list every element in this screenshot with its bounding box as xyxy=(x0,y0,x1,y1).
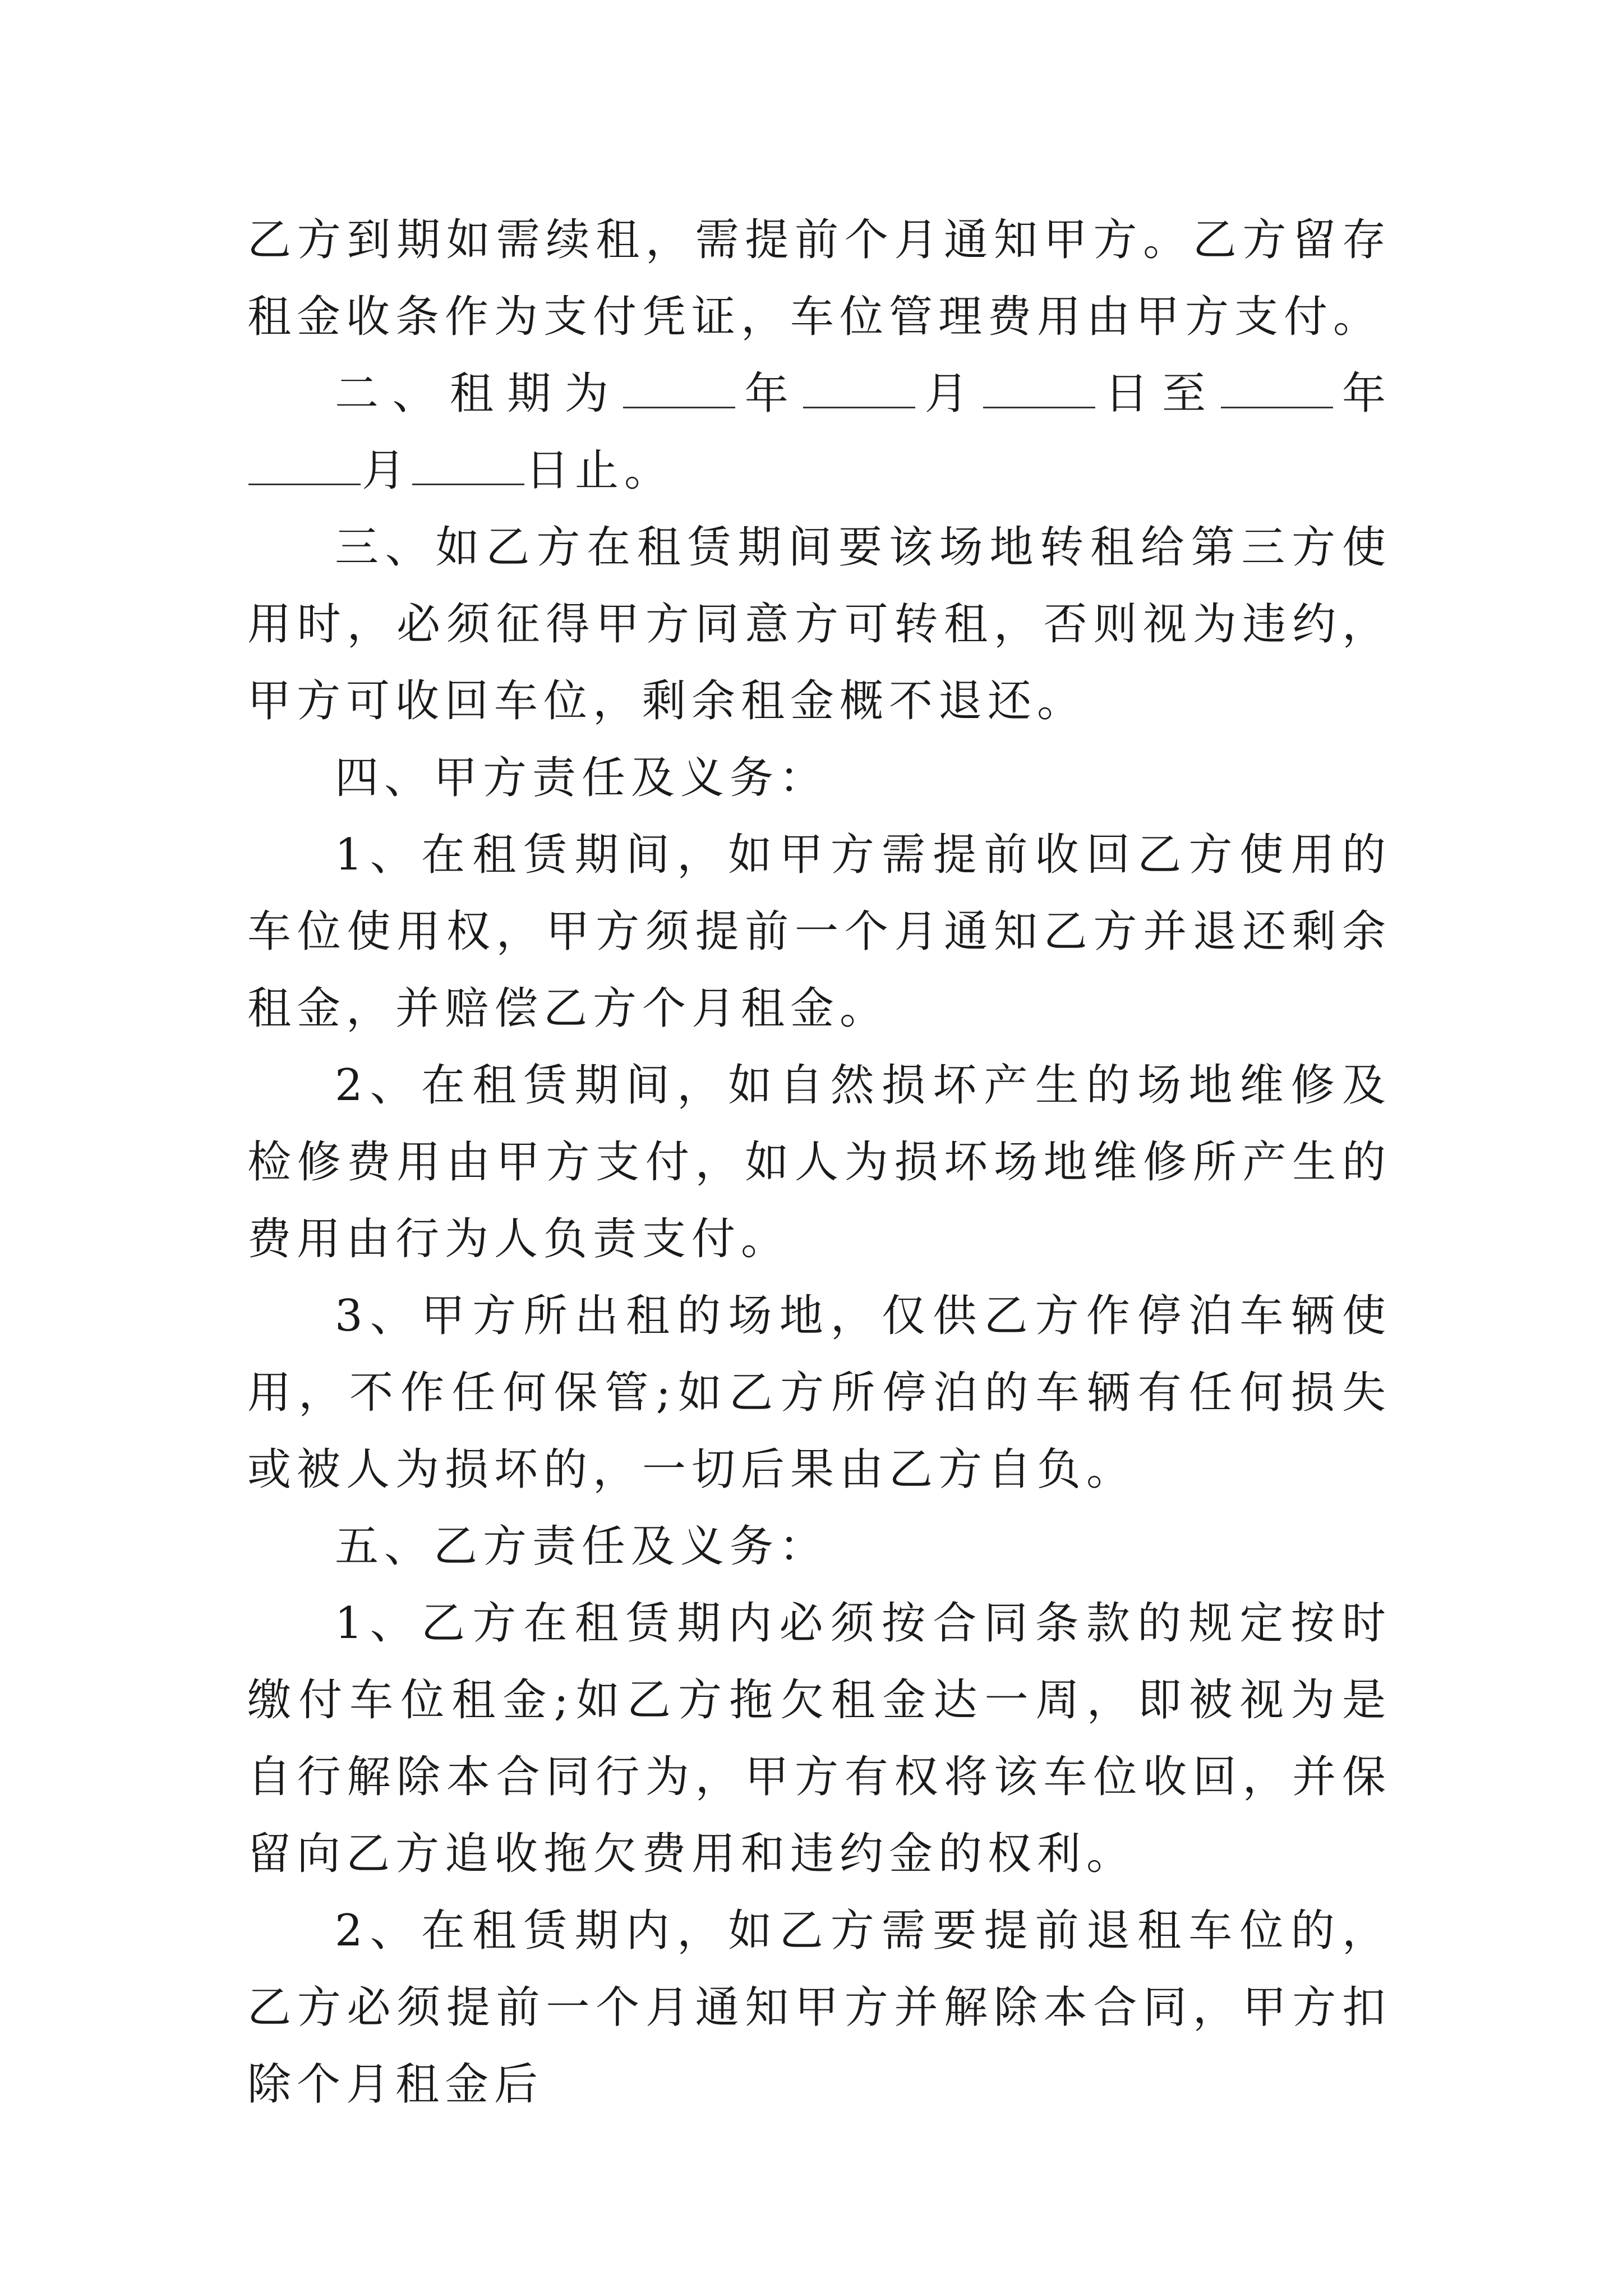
end-day-blank xyxy=(412,442,524,485)
paragraph-renewal: 乙方到期如需续租，需提前个月通知甲方。乙方留存租金收条作为支付凭证，车位管理费用由甲方支付。 xyxy=(247,215,1391,342)
start-month-blank xyxy=(803,365,915,408)
lease-term-label: 二、租期为 xyxy=(335,369,623,419)
month-label: 月 xyxy=(362,445,412,496)
section-heading-party-a: 四、甲方责任及义务： xyxy=(335,753,829,803)
clause-a-1: 1、在租赁期间，如甲方需提前收回乙方使用的车位使用权，甲方须提前一个月通知乙方并退还剩余租金，并赔偿乙方个月租金。 xyxy=(247,830,1391,1034)
section-heading-party-b: 五、乙方责任及义务： xyxy=(335,1521,829,1572)
year-label: 年 xyxy=(736,369,803,419)
clause-a-3: 3、甲方所出租的场地，仅供乙方作停泊车辆使用，不作任何保管;如乙方所停泊的车辆有任何损失或被人为损坏的，一切后果由乙方自负。 xyxy=(247,1291,1391,1495)
start-year-blank xyxy=(623,365,735,408)
clause-b-1: 1、乙方在租赁期内必须按合同条款的规定按时缴付车位租金;如乙方拖欠租金达一周，即被视为是自行解除本合同行为，甲方有权将该车位收回，并保留向乙方追收拖欠费用和违约金的权利。 xyxy=(247,1598,1391,1879)
end-month-blank xyxy=(248,442,361,485)
end-year-blank xyxy=(1221,365,1333,408)
day-to-label: 日至 xyxy=(1096,369,1220,419)
paragraph-lease-term xyxy=(247,356,1391,509)
start-day-blank xyxy=(983,365,1095,408)
day-end-label: 日止。 xyxy=(525,445,674,496)
clause-b-2: 2、在租赁期内，如乙方需要提前退租车位的，乙方必须提前一个月通知甲方并解除本合同，甲方扣除个月租金后 xyxy=(247,1906,1391,2110)
paragraph-sublease: 三、如乙方在租赁期间要该场地转租给第三方使用时，必须征得甲方同意方可转租，否则视为违约，甲方可收回车位，剩余租金概不退还。 xyxy=(247,522,1391,726)
year-label: 年 xyxy=(1334,369,1391,419)
document-body xyxy=(247,202,1391,2123)
month-label: 月 xyxy=(916,369,983,419)
clause-a-2: 2、在租赁期间，如自然损坏产生的场地维修及检修费用由甲方支付，如人为损坏场地维修所产生的费用由行为人负责支付。 xyxy=(247,1060,1391,1264)
